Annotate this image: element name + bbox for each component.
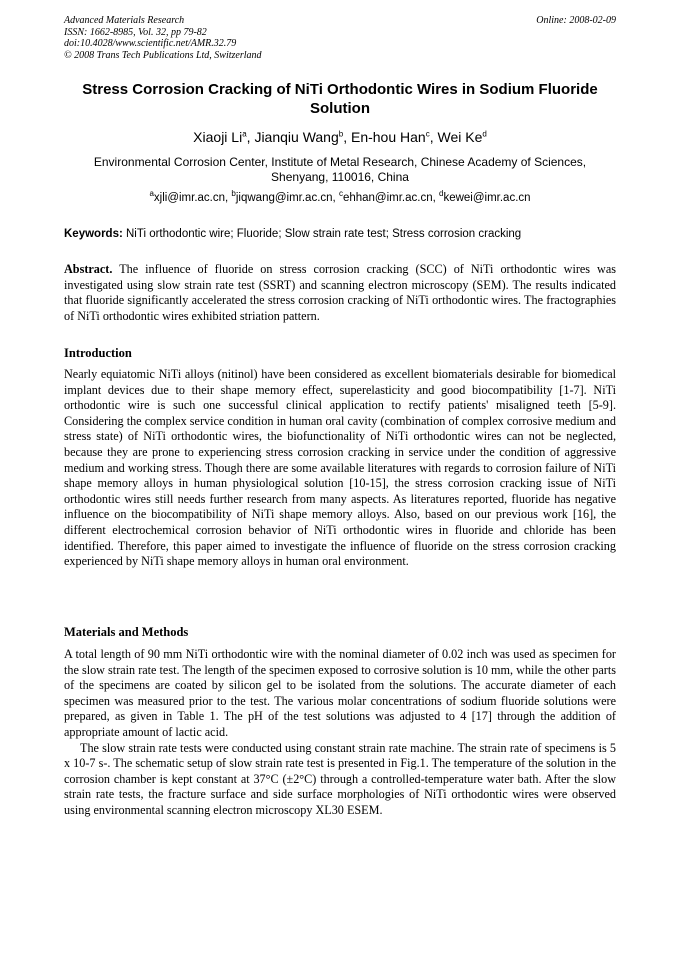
email: $^d$kewei@imr.ac.cn (439, 189, 531, 204)
keywords-text: NiTi orthodontic wire; Fluoride; Slow strain rate test; Stress corrosion cracking (126, 228, 522, 240)
author: Jianqiu Wang$^b$, (254, 129, 351, 145)
introduction-heading: Introduction (64, 346, 132, 360)
issn-line: ISSN: 1662-8985, Vol. 32, pp 79-82 (64, 26, 207, 38)
keywords-label: Keywords: (64, 228, 123, 240)
methods-heading: Materials and Methods (64, 625, 189, 639)
email: $^b$jiqwang@imr.ac.cn, (231, 189, 339, 204)
email: $^a$xjli@imr.ac.cn, (149, 189, 232, 204)
author-list (64, 128, 616, 146)
email-list (64, 191, 616, 206)
online-date: Online: 2008-02-09 (536, 15, 616, 26)
author: Xiaoji Li$^a$, (193, 129, 255, 145)
paper-title: Stress Corrosion Cracking of NiTi Orthodontic Wires in Sodium Fluoride Solution (82, 81, 598, 117)
abstract-label: Abstract. (64, 262, 113, 276)
keywords (64, 227, 616, 242)
author: Wei Ke$^d$ (437, 129, 487, 145)
affiliation: Environmental Corrosion Center, Institute of Metal Research, Chinese Academy of Sciences, Shenyang, 110016, China (93, 155, 587, 184)
email: $^c$ehhan@imr.ac.cn, (338, 189, 439, 204)
introduction-section (64, 367, 616, 570)
abstract (64, 262, 616, 324)
introduction-paragraph: Nearly equiatomic NiTi alloys (nitinol) have been considered as excellent biomaterials desirable for biomedical implant devices due to their shape memory effect, superelasticity and good biocompatibility [1-7]. NiTi orthodontic wire is such one successful clinical application to rectify patients' misaligned teeth [5-9]. Considering the complex service condition in human oral cavity (combination of complex corrosive medium and stress state) of NiTi orthodontic wires, the biofunctionality of NiTi orthodontic wires can not be neglected, because they are prone to experiencing stress corrosion cracking in service under the condition of aggressive medium and working stress. Though there are some available literatures with regards to corrosion failure of NiTi shape memory alloys in human physiological solution [10-15], the stress corrosion cracking issue of NiTi orthodontic wires still needs further research from many aspects. As literatures reported, fluoride has negative influence on the biocompatibility of NiTi shape memory alloys. Also, based on our previous work [16], the different electrochemical corrosion behavior of NiTi orthodontic wires in fluoride and chloride has been identified. Therefore, this paper aimed to investigate the influence of fluoride on the stress corrosion cracking experienced by NiTi shape memory alloys in human oral environment. (64, 367, 616, 569)
methods-paragraph: A total length of 90 mm NiTi orthodontic wire with the nominal diameter of 0.02 inch was used as specimen for the slow strain rate test. The length of the specimen exposed to corrosive solution is 10 mm, while the other parts of the specimens are coated by silicon gel to be isolated from the solutions. The accurate diameter of each specimen was measured prior to the test. The various molar concentrations of sodium fluoride solutions were prepared, as given in Table 1. The pH of the test solutions was adjusted to 4 [17] through the addition of appropriate amount of lactic acid. (64, 647, 616, 739)
abstract-text: The influence of fluoride on stress corrosion cracking (SCC) of NiTi orthodontic wires was investigated using slow strain rate test (SSRT) and scanning electron microscopy (SEM). The results indicated that fluoride significantly accelerated the stress corrosion cracking of NiTi orthodontic wires. The fractographies of NiTi orthodontic wires exhibited striation pattern. (64, 262, 617, 323)
methods-paragraph: The slow strain rate tests were conducted using constant strain rate machine. The strain rate of specimens is 5 x 10-7 s-. The schematic setup of slow strain rate test is presented in Fig.1. The temperature of the solution in the corrosion chamber is kept constant at 37°C (±2°C) through a controlled-temperature water bath. After the slow strain rate tests, the fracture surface and side surface morphologies of NiTi orthodontic wires were observed using environmental scanning electron microscopy XL30 ESEM. (64, 740, 616, 817)
journal-name: Advanced Materials Research (64, 15, 185, 26)
journal-header (64, 15, 616, 61)
methods-section (64, 647, 616, 819)
author: En-hou Han$^c$, (350, 129, 438, 145)
copyright-line: © 2008 Trans Tech Publications Ltd, Switzerland (64, 49, 262, 61)
doi-line: doi:10.4028/www.scientific.net/AMR.32.79 (64, 38, 237, 49)
